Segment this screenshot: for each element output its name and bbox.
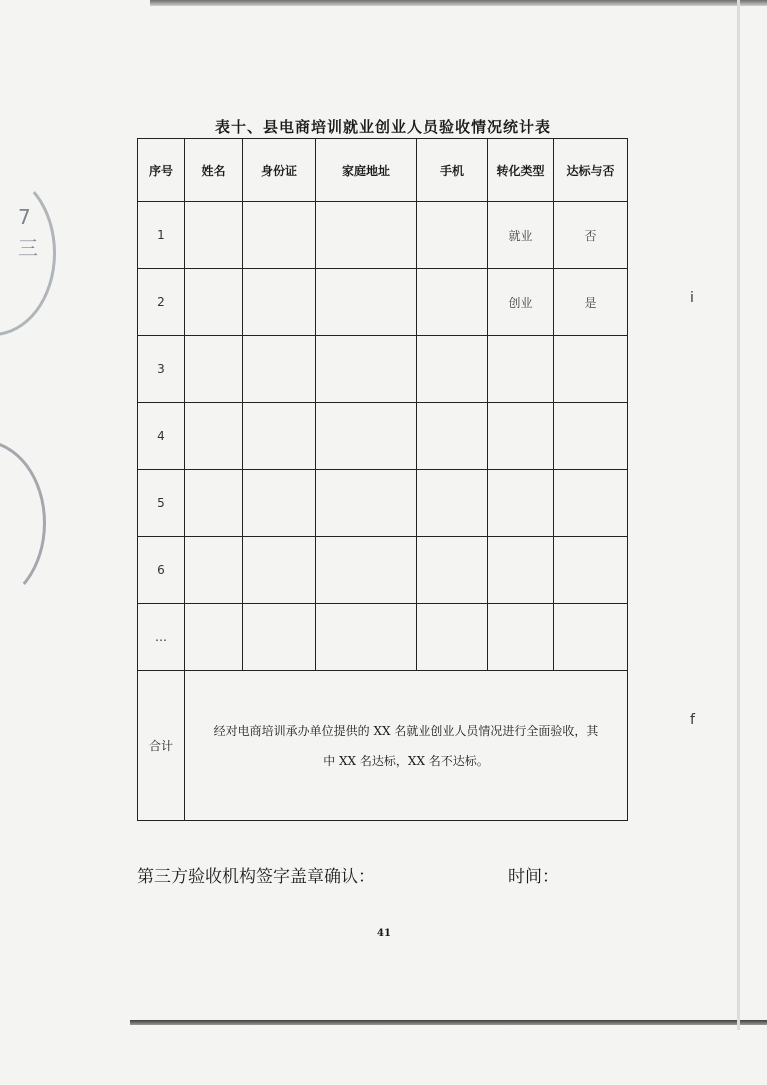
qualified-cell xyxy=(554,604,628,671)
id-card-cell xyxy=(243,202,316,269)
type-cell: 创业 xyxy=(488,269,554,336)
name-cell xyxy=(185,336,243,403)
phone-cell xyxy=(417,202,488,269)
margin-mark: f xyxy=(690,712,695,728)
phone-cell xyxy=(417,269,488,336)
summary-line-1: 经对电商培训承办单位提供的 XX 名就业创业人员情况进行全面验收，其 xyxy=(213,723,599,738)
table-row xyxy=(138,604,628,671)
name-cell xyxy=(185,269,243,336)
qualified-cell xyxy=(554,470,628,537)
summary-row xyxy=(138,671,628,821)
qualified-cell xyxy=(554,336,628,403)
type-cell xyxy=(488,403,554,470)
table-row xyxy=(138,403,628,470)
summary-content xyxy=(185,671,628,821)
summary-line-2: 中 XX 名达标，XX 名不达标。 xyxy=(323,753,489,768)
header-cell-id-card: 身份证 xyxy=(243,139,316,202)
acceptance-stats-table xyxy=(137,138,628,821)
id-card-cell xyxy=(243,537,316,604)
header-cell-address: 家庭地址 xyxy=(316,139,417,202)
scan-edge-top xyxy=(150,0,767,6)
header-cell-type: 转化类型 xyxy=(488,139,554,202)
qualified-cell: 否 xyxy=(554,202,628,269)
address-cell xyxy=(316,604,417,671)
header-cell-name: 姓名 xyxy=(185,139,243,202)
name-cell xyxy=(185,470,243,537)
row-number: 6 xyxy=(138,537,185,604)
address-cell xyxy=(316,336,417,403)
address-cell xyxy=(316,470,417,537)
row-number: 5 xyxy=(138,470,185,537)
table-row xyxy=(138,470,628,537)
row-number: 3 xyxy=(138,336,185,403)
summary-label: 合计 xyxy=(138,671,185,821)
row-number: 4 xyxy=(138,403,185,470)
header-cell-qualified: 达标与否 xyxy=(554,139,628,202)
seal-char: 7 xyxy=(18,205,31,229)
name-cell xyxy=(185,202,243,269)
table-row xyxy=(138,336,628,403)
name-cell xyxy=(185,604,243,671)
row-number: … xyxy=(138,604,185,671)
qualified-cell xyxy=(554,537,628,604)
id-card-cell xyxy=(243,336,316,403)
seal-char: 三 xyxy=(18,236,38,260)
phone-cell xyxy=(417,537,488,604)
table-title: 表十、县电商培训就业创业人员验收情况统计表 xyxy=(215,118,552,136)
id-card-cell xyxy=(243,470,316,537)
phone-cell xyxy=(417,470,488,537)
address-cell xyxy=(316,202,417,269)
header-cell-no: 序号 xyxy=(138,139,185,202)
address-cell xyxy=(316,537,417,604)
page-number: 41 xyxy=(377,928,391,939)
name-cell xyxy=(185,403,243,470)
table-header-row xyxy=(138,139,628,202)
phone-cell xyxy=(417,403,488,470)
name-cell xyxy=(185,537,243,604)
phone-cell xyxy=(417,336,488,403)
signature-confirm-label: 第三方验收机构签字盖章确认： xyxy=(137,867,375,887)
time-label: 时间： xyxy=(508,867,559,887)
margin-mark: i xyxy=(690,290,694,306)
table-row xyxy=(138,269,628,336)
table-row xyxy=(138,202,628,269)
id-card-cell xyxy=(243,403,316,470)
type-cell xyxy=(488,336,554,403)
header-cell-phone: 手机 xyxy=(417,139,488,202)
qualified-cell xyxy=(554,403,628,470)
type-cell: 就业 xyxy=(488,202,554,269)
type-cell xyxy=(488,537,554,604)
scan-edge-right xyxy=(737,0,740,1030)
seal-arc-bottom xyxy=(0,440,46,606)
address-cell xyxy=(316,269,417,336)
row-number: 2 xyxy=(138,269,185,336)
address-cell xyxy=(316,403,417,470)
phone-cell xyxy=(417,604,488,671)
id-card-cell xyxy=(243,604,316,671)
row-number: 1 xyxy=(138,202,185,269)
table-row xyxy=(138,537,628,604)
type-cell xyxy=(488,604,554,671)
type-cell xyxy=(488,470,554,537)
id-card-cell xyxy=(243,269,316,336)
scan-edge-bottom xyxy=(130,1020,767,1025)
qualified-cell: 是 xyxy=(554,269,628,336)
